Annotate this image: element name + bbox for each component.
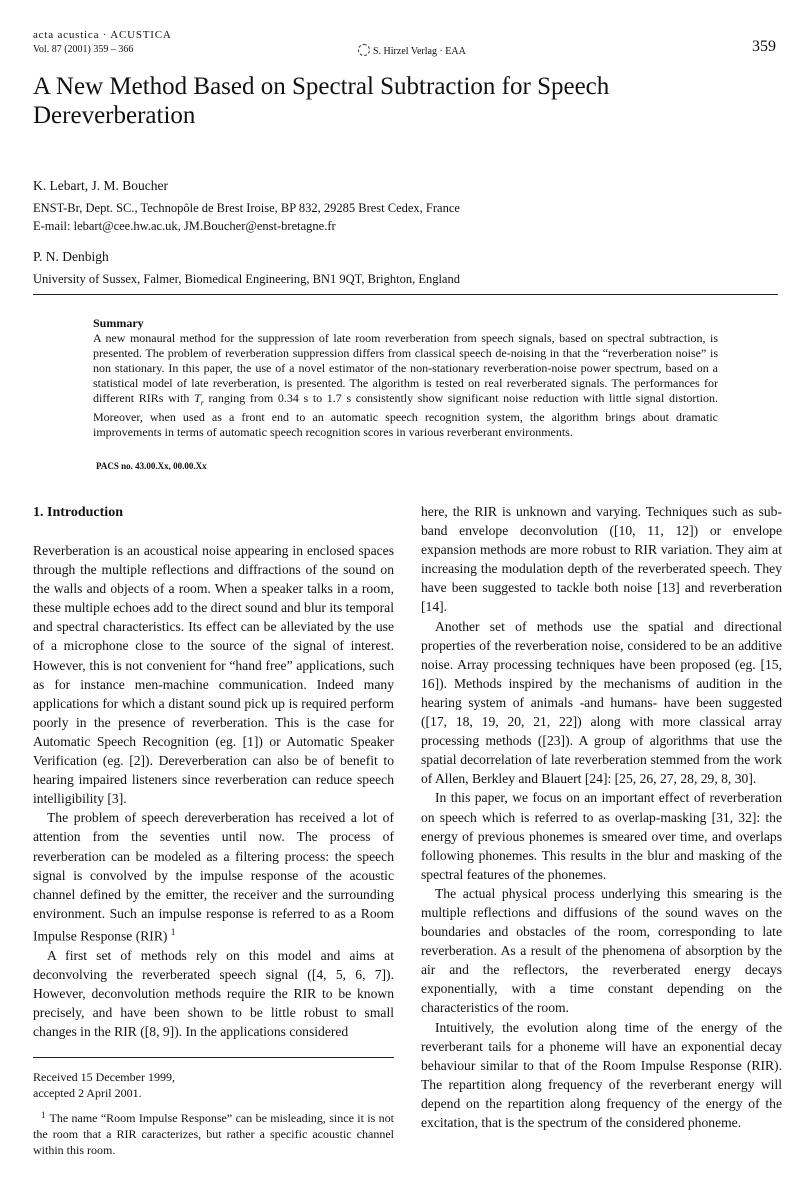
- page-number: 359: [752, 38, 776, 55]
- footnote: [33, 1107, 394, 1158]
- received-dates: [33, 1070, 175, 1101]
- paragraph: Another set of methods use the spatial and directional properties of the reverberation noise, considered to be an additive noise. Array processing techniques have been proposed (eg. [15, 16]). Methods inspired by the mechanisms of audition in the hearing system of animals -and humans- have been suggested ([17, 18, 19, 20, 21, 22]) along with more classical array processing methods ([23]). A group of algorithms that use the spatial decorrelation of late reverberation stemmed from the work of Allen, Berkley and Blauert [24]: [25, 26, 27, 28, 29, 8, 30].: [421, 618, 782, 787]
- copyright-icon: [358, 44, 370, 56]
- paper-title: A New Method Based on Spectral Subtraction for Speech Dereverberation: [33, 73, 610, 129]
- reverb-time-symbol: $T_r$: [194, 391, 204, 408]
- received-date: Received 15 December 1999,: [33, 1070, 175, 1084]
- paragraph: The problem of speech dereverberation has received a lot of attention from the seventies until now. The process of reverberation can be modeled as a filtering process: the speech signal is convolved by the impulse response of the acoustic channel defined by the emitter, the receiver and the surrounding environment. Such an impulse response is referred to as a Room Impulse Response (RIR) $^1$: [33, 810, 394, 944]
- left-column: [33, 541, 394, 1041]
- paragraph: here, the RIR is unknown and varying. Techniques such as sub-band envelope deconvolution ([10, 11, 12]) or envelope expansion methods are more robust to RIR variation. They aim at increasing the modulation depth of the reverberated speech. They have been suggested to tackle both noise [13] and reverberation [14].: [421, 504, 782, 615]
- footnote-marker: 1: [170, 926, 176, 937]
- paragraph: Reverberation is an acoustical noise appearing in enclosed spaces through the multiple reflections and diffractions of the sound on the walls and objects of a room. When a speaker talks in a room, these multiple echoes add to the direct sound and blur its temporal and spectral characteristics. Its effect can be alleviated by the use of a microphone close to the source of the signal of interest. However, this is not convenient for “hand free” applications, such as for instance men-machine communication. Indeed many applications for which a distant sound pick up is required perform poorly in the presence of reverberation. This is the case for Automatic Speech Recognition (eg. [1]) or Automatic Speaker Verification (eg. [2]). Dereverberation can also be of benefit to hearing impaired listeners since reverberation can reduce speech intelligibility [3].: [33, 543, 394, 807]
- footnote-text: The name “Room Impulse Response” can be misleading, since it is not the room that a RIR caracterizes, but rather a specific acoustic channel within this room.: [33, 1111, 394, 1157]
- journal-name: acta acustica · ACUSTICA: [33, 29, 172, 41]
- accepted-date: accepted 2 April 2001.: [33, 1085, 142, 1100]
- abstract: [93, 316, 718, 440]
- affiliation-1: ENST-Br, Dept. SC., Technopôle de Brest Iroise, BP 832, 29285 Brest Cedex, France: [33, 201, 460, 215]
- footnote-divider: [33, 1057, 394, 1058]
- publisher: [358, 44, 466, 57]
- author-names-1: K. Lebart, J. M. Boucher: [33, 178, 168, 193]
- paragraph: Intuitively, the evolution along time of the energy of the reverberant tails for a phoneme will have an exponential decay behaviour similar to that of the Room Impulse Response (RIR). The repartition along frequency of the reverberant energy will depend on the repartition along frequency of the energy of the excitation, that is the spectrum of the considered phoneme.: [421, 1019, 782, 1130]
- section-title: 1. Introduction: [33, 505, 123, 520]
- publisher-text: S. Hirzel Verlag · EAA: [373, 46, 466, 57]
- abstract-text: A new monaural method for the suppression of late room reverberation from speech signals, based on spectral subtraction, is presented. The problem of reverberation suppression differs from classical speech de-noising in that the “reverberation noise” is non stationary. In this paper, the use of a novel estimator of the non-stationary reverberation-noise power spectrum, based on a statistical model of late reverberation, is presented. The algorithm is tested on real reverberated signals. The performances for different RIRs with $T_r$ ranging from 0.34 s to 1.7 s consistently show significant noise reduction with little signal distortion. Moreover, when used as a front end to an automatic speech recognition system, the algorithm brings about dramatic improvements in terms of automatic speech recognition scores in various reverberant environments.: [93, 331, 718, 440]
- volume-info: Vol. 87 (2001) 359 – 366: [33, 44, 134, 55]
- author-email: E-mail: lebart@cee.hw.ac.uk, JM.Boucher@enst-bretagne.fr: [33, 219, 336, 233]
- paragraph: In this paper, we focus on an important effect of reverberation on speech which is referred to as overlap-masking [31, 32]: the energy of previous phonemes is smeared over time, and overlaps following phonemes. This results in the blur and masking of the spectral features of the phonemes.: [421, 790, 782, 882]
- author-names-2: P. N. Denbigh: [33, 249, 109, 264]
- abstract-heading: Summary: [93, 316, 144, 330]
- paragraph: The actual physical process underlying this smearing is the multiple reflections and diffusions of the sound waves on the boundaries and obstacles of the room, corresponding to late reverberation. As a result of the phenomena of absorption by the air and the reflectors, the reverberated energy decays exponentially, with a time constant depending on the characteristics of the room.: [421, 885, 782, 1016]
- paragraph: A first set of methods rely on this model and aims at deconvolving the reverberated speech signal ([4, 5, 6, 7]). However, deconvolution methods require the RIR to be known precisely, and have been shown to be little robust to small changes in the RIR ([8, 9]). In the applications considered: [33, 947, 394, 1039]
- footnote-number: 1: [41, 1110, 46, 1120]
- affiliation-2: University of Sussex, Falmer, Biomedical Engineering, BN1 9QT, Brighton, England: [33, 272, 460, 286]
- right-column: [421, 502, 782, 1132]
- header-divider: [33, 294, 778, 295]
- pacs-codes: PACS no. 43.00.Xx, 00.00.Xx: [96, 461, 207, 471]
